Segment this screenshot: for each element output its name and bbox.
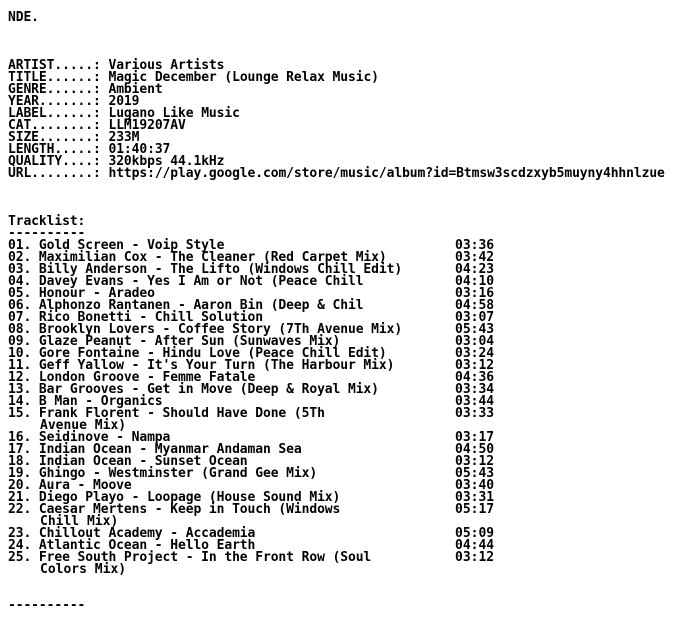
track-duration: 03:12 [455, 358, 495, 373]
track-row: 23. Chillout Academy - Accademia [8, 526, 256, 541]
track-duration: 03:42 [455, 250, 495, 265]
info-year: YEAR.......: 2019 [8, 94, 140, 109]
track-row: 24. Atlantic Ocean - Hello Earth [8, 538, 256, 553]
track-duration: 03:07 [455, 310, 495, 325]
track-duration: 05:43 [455, 322, 495, 337]
info-label: LABEL......: Lugano Like Music [8, 106, 240, 121]
track-duration: 04:58 [455, 298, 495, 313]
track-row-continuation: Colors Mix) [40, 562, 127, 577]
track-row: 15. Frank Florent - Should Have Done (5Th [8, 406, 325, 421]
track-duration: 03:24 [455, 346, 495, 361]
header-line: NDE. [8, 10, 39, 25]
track-row: 25. Free South Project - In the Front Row (Soul [8, 550, 372, 565]
track-duration: 03:36 [455, 238, 495, 253]
track-row: 04. Davey Evans - Yes I Am or Not (Peace Chill [8, 274, 364, 289]
track-duration: 03:12 [455, 550, 495, 565]
track-duration: 04:36 [455, 370, 495, 385]
track-row: 09. Glaze Peanut - After Sun (Sunwaves Mix) [8, 334, 341, 349]
track-duration: 04:23 [455, 262, 495, 277]
info-artist: ARTIST.....: Various Artists [8, 58, 225, 73]
track-duration: 03:04 [455, 334, 495, 349]
info-cat: CAT........: LLM19207AV [8, 118, 186, 133]
info-quality: QUALITY....: 320kbps 44.1kHz [8, 154, 225, 169]
track-duration: 05:43 [455, 466, 495, 481]
track-duration: 03:17 [455, 430, 495, 445]
track-row: 10. Gore Fontaine - Hindu Love (Peace Chill Edit) [8, 346, 387, 361]
track-row: 08. Brooklyn Lovers - Coffee Story (7Th Avenue Mix) [8, 322, 403, 337]
track-row: 07. Rico Bonetti - Chill Solution [8, 310, 263, 325]
track-duration: 03:16 [455, 286, 495, 301]
track-row: 06. Alphonzo Rantanen - Aaron Bin (Deep & Chil [8, 298, 364, 313]
track-row: 02. Maximilian Cox - The Cleaner (Red Carpet Mix) [8, 250, 387, 265]
track-duration: 03:44 [455, 394, 495, 409]
track-duration: 04:44 [455, 538, 495, 553]
track-row: 19. Ghingo - Westminster (Grand Gee Mix) [8, 466, 318, 481]
track-row: 03. Billy Anderson - The Lifto (Windows Chill Edit) [8, 262, 403, 277]
track-duration: 03:34 [455, 382, 495, 397]
track-duration: 05:17 [455, 502, 495, 517]
tracklist-heading: Tracklist: [8, 214, 86, 229]
track-row: 18. Indian Ocean - Sunset Ocean [8, 454, 248, 469]
track-duration: 04:50 [455, 442, 495, 457]
track-row: 01. Gold Screen - Voip Style [8, 238, 225, 253]
footer-rule: ---------- [8, 598, 86, 613]
track-row: 17. Indian Ocean - Myanmar Andaman Sea [8, 442, 302, 457]
info-title: TITLE......: Magic December (Lounge Relax Music) [8, 70, 379, 85]
track-duration: 03:12 [455, 454, 495, 469]
track-row: 20. Aura - Moove [8, 478, 132, 493]
track-row: 22. Caesar Mertens - Keep in Touch (Windows [8, 502, 341, 517]
track-duration: 03:40 [455, 478, 495, 493]
track-row: 11. Geff Yallow - It's Your Turn (The Harbour Mix) [8, 358, 395, 373]
info-length: LENGTH.....: 01:40:37 [8, 142, 171, 157]
track-row: 14. B Man - Organics [8, 394, 163, 409]
track-duration: 04:10 [455, 274, 495, 289]
track-row: 21. Diego Playo - Loopage (House Sound Mix) [8, 490, 341, 505]
track-row: 13. Bar Grooves - Get in Move (Deep & Royal Mix) [8, 382, 379, 397]
tracklist-rule: ---------- [8, 226, 86, 241]
info-size: SIZE.......: 233M [8, 130, 140, 145]
track-row: 16. Seidinove - Nampa [8, 430, 171, 445]
track-duration: 05:09 [455, 526, 495, 541]
info-url: URL........: https://play.google.com/store/music/album?id=Btmsw3scdzxyb5muyny4hhnlzue [8, 166, 665, 181]
track-row-continuation: Chill Mix) [40, 514, 119, 529]
track-duration: 03:31 [455, 490, 495, 505]
info-genre: GENRE......: Ambient [8, 82, 163, 97]
track-row: 12. London Groove - Femme Fatale [8, 370, 256, 385]
track-duration: 03:33 [455, 406, 495, 421]
track-row-continuation: Avenue Mix) [40, 418, 127, 433]
track-row: 05. Honour - Aradeo [8, 286, 155, 301]
